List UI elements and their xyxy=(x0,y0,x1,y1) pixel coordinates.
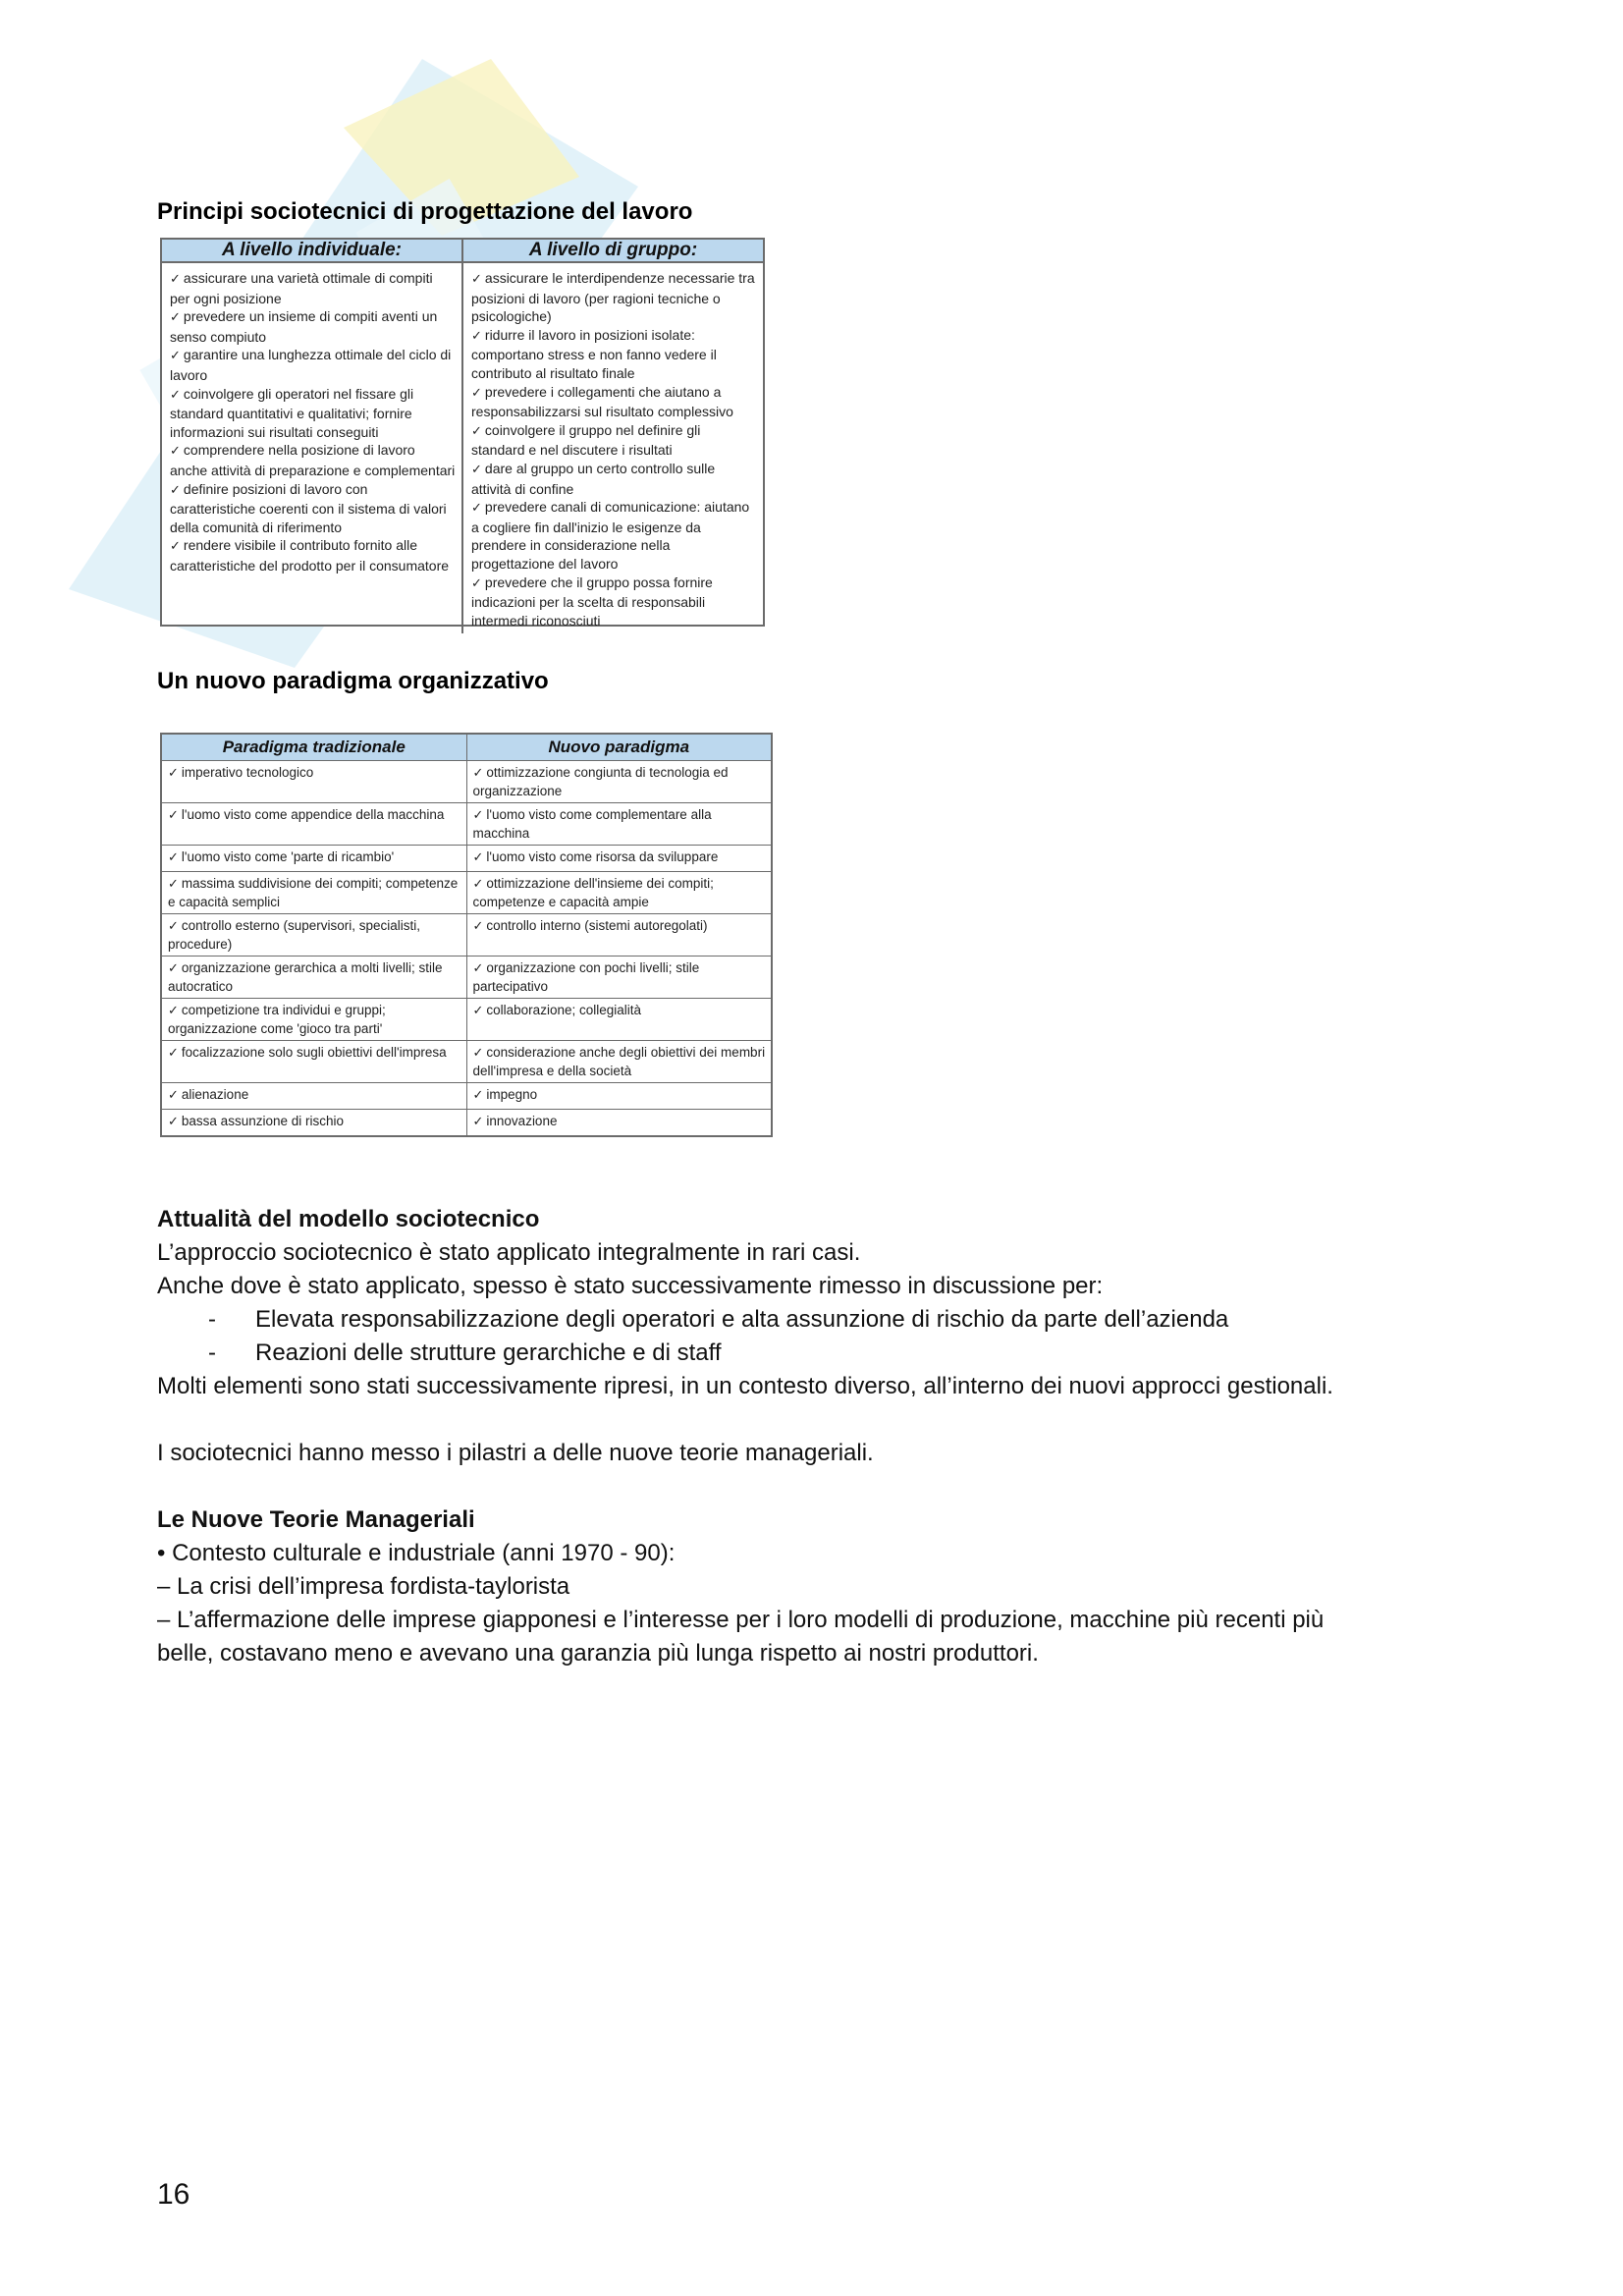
list-item: assicurare una varietà ottimale di compiti per ogni posizione xyxy=(170,270,433,306)
table-cell: controllo interno (sistemi autoregolati) xyxy=(486,918,708,933)
paragraph: • Contesto culturale e industriale (anni 1970 - 90): xyxy=(157,1540,676,1566)
paragraph: L’approccio sociotecnico è stato applicato integralmente in rari casi. xyxy=(157,1239,861,1266)
check-icon: ✓ xyxy=(472,1115,484,1129)
column-header: A livello di gruppo: xyxy=(528,240,698,260)
paradigm-table xyxy=(160,733,773,1137)
table-row xyxy=(161,803,772,846)
table-cell: l'uomo visto come risorsa da sviluppare xyxy=(486,849,719,864)
column-header: Nuovo paradigma xyxy=(466,734,772,761)
table-cell: controllo esterno (supervisori, specialisti, procedure) xyxy=(168,918,421,952)
column-header: Paradigma tradizionale xyxy=(161,734,466,761)
table-cell: innovazione xyxy=(486,1114,558,1128)
check-icon: ✓ xyxy=(170,310,181,326)
list-item: prevedere canali di comunicazione: aiutano a cogliere fin dall'inizio le esigenze da prendere in considerazione nella progettazione del lavoro xyxy=(471,499,750,572)
list-item: coinvolgere il gruppo nel definire gli standard e nel discutere i risultati xyxy=(471,421,701,459)
page-number: 16 xyxy=(157,2178,190,2211)
table-cell: organizzazione gerarchica a molti livelli; stile autocratico xyxy=(168,960,443,994)
paragraph: – La crisi dell’impresa fordista-taylorista xyxy=(157,1573,570,1600)
check-icon: ✓ xyxy=(472,1088,484,1103)
check-icon: ✓ xyxy=(472,850,484,865)
table-row xyxy=(161,1083,772,1110)
check-icon: ✓ xyxy=(168,877,179,892)
check-icon: ✓ xyxy=(170,482,181,498)
group-level-column xyxy=(463,263,763,633)
section-title: Le Nuove Teorie Manageriali xyxy=(157,1506,475,1533)
table-row xyxy=(161,957,772,999)
check-icon: ✓ xyxy=(471,272,482,287)
list-item: prevedere che il gruppo possa fornire indicazioni per la scelta di responsabili intermedi riconosciuti xyxy=(471,574,713,629)
check-icon: ✓ xyxy=(471,575,482,591)
check-icon: ✓ xyxy=(168,1115,179,1129)
table-cell: l'uomo visto come appendice della macchina xyxy=(181,807,445,822)
paragraph: I sociotecnici hanno messo i pilastri a delle nuove teorie manageriali. xyxy=(157,1440,874,1466)
table-cell: bassa assunzione di rischio xyxy=(181,1114,344,1128)
table-row xyxy=(161,872,772,914)
check-icon: ✓ xyxy=(168,850,179,865)
individual-level-column xyxy=(162,263,463,633)
paragraph: Anche dove è stato applicato, spesso è stato successivamente rimesso in discussione per: xyxy=(157,1273,1104,1299)
table-row xyxy=(161,914,772,957)
table-cell: impegno xyxy=(486,1087,538,1102)
check-icon: ✓ xyxy=(471,501,482,517)
table-cell: competizione tra individui e gruppi; organizzazione come 'gioco tra parti' xyxy=(168,1003,386,1036)
column-header: A livello individuale: xyxy=(162,240,463,261)
section-title: Principi sociotecnici di progettazione del lavoro xyxy=(157,198,693,225)
table-row xyxy=(161,1041,772,1083)
table-cell: focalizzazione solo sugli obiettivi dell'impresa xyxy=(181,1045,447,1060)
principles-table xyxy=(160,238,765,627)
check-icon: ✓ xyxy=(471,385,482,401)
list-item: prevedere un insieme di compiti aventi un senso compiuto xyxy=(170,308,438,345)
check-icon: ✓ xyxy=(170,349,181,364)
check-icon: ✓ xyxy=(168,808,179,823)
list-item: garantire una lunghezza ottimale del ciclo di lavoro xyxy=(170,347,452,383)
check-icon: ✓ xyxy=(170,444,181,460)
check-icon: ✓ xyxy=(170,387,181,403)
list-item: assicurare le interdipendenze necessarie tra posizioni di lavoro (per ragioni tecniche o psicologiche) xyxy=(471,270,755,325)
check-icon: ✓ xyxy=(472,808,484,823)
check-icon: ✓ xyxy=(168,1088,179,1103)
list-item: dare al gruppo un certo controllo sulle attività di confine xyxy=(471,460,716,497)
table-cell: ottimizzazione congiunta di tecnologia ed organizzazione xyxy=(472,765,729,798)
table-cell: imperativo tecnologico xyxy=(181,765,314,780)
check-icon: ✓ xyxy=(168,919,179,934)
check-icon: ✓ xyxy=(472,1004,484,1018)
check-icon: ✓ xyxy=(472,766,484,781)
table-cell: massima suddivisione dei compiti; competenze e capacità semplici xyxy=(168,876,459,909)
section-title: Un nuovo paradigma organizzativo xyxy=(157,668,549,694)
table-cell: l'uomo visto come 'parte di ricambio' xyxy=(181,849,395,864)
table-cell: considerazione anche degli obiettivi dei membri dell'impresa e della società xyxy=(472,1045,766,1078)
check-icon: ✓ xyxy=(170,272,181,287)
table-cell: organizzazione con pochi livelli; stile partecipativo xyxy=(472,960,700,994)
list-item: prevedere i collegamenti che aiutano a responsabilizzarsi sul risultato complessivo xyxy=(471,383,733,420)
bullet-item: Elevata responsabilizzazione degli operatori e alta assunzione di rischio da parte dell’azienda xyxy=(255,1306,1229,1333)
table-row xyxy=(161,761,772,803)
list-item: coinvolgere gli operatori nel fissare gli standard quantitativi e qualitativi; fornire informazioni sui risultati conseguiti xyxy=(170,385,414,440)
check-icon: ✓ xyxy=(472,961,484,976)
table-cell: l'uomo visto come complementare alla macchina xyxy=(472,807,712,841)
table-row xyxy=(161,999,772,1041)
check-icon: ✓ xyxy=(471,328,482,344)
check-icon: ✓ xyxy=(168,961,179,976)
bullet-marker: - xyxy=(208,1306,216,1333)
table-row xyxy=(161,1110,772,1137)
paragraph: – L’affermazione delle imprese giapponesi e l’interesse per i loro modelli di produzione, macchine più recenti più xyxy=(157,1607,1325,1633)
list-item: comprendere nella posizione di lavoro anche attività di preparazione e complementari xyxy=(170,442,456,478)
check-icon: ✓ xyxy=(168,1046,179,1061)
list-item: rendere visibile il contributo fornito alle caratteristiche del prodotto per il consumatore xyxy=(170,537,450,574)
list-item: definire posizioni di lavoro con caratteristiche coerenti con il sistema di valori della comunità di riferimento xyxy=(170,480,447,535)
check-icon: ✓ xyxy=(170,539,181,555)
check-icon: ✓ xyxy=(168,766,179,781)
check-icon: ✓ xyxy=(471,423,482,439)
bullet-item: Reazioni delle strutture gerarchiche e di staff xyxy=(255,1339,722,1366)
table-cell: alienazione xyxy=(181,1087,249,1102)
list-item: ridurre il lavoro in posizioni isolate: comportano stress e non fanno vedere il contributo al risultato finale xyxy=(471,326,717,381)
section-title: Attualità del modello sociotecnico xyxy=(157,1206,540,1232)
check-icon: ✓ xyxy=(472,919,484,934)
check-icon: ✓ xyxy=(472,877,484,892)
paragraph: belle, costavano meno e avevano una garanzia più lunga rispetto ai nostri produttori. xyxy=(157,1640,1039,1667)
bullet-marker: - xyxy=(208,1339,216,1366)
check-icon: ✓ xyxy=(471,462,482,477)
paragraph: Molti elementi sono stati successivamente ripresi, in un contesto diverso, all’interno dei nuovi approcci gestionali. xyxy=(157,1373,1333,1399)
table-row xyxy=(161,846,772,872)
check-icon: ✓ xyxy=(472,1046,484,1061)
check-icon: ✓ xyxy=(168,1004,179,1018)
table-cell: collaborazione; collegialità xyxy=(486,1003,642,1017)
table-cell: ottimizzazione dell'insieme dei compiti; competenze e capacità ampie xyxy=(472,876,714,909)
